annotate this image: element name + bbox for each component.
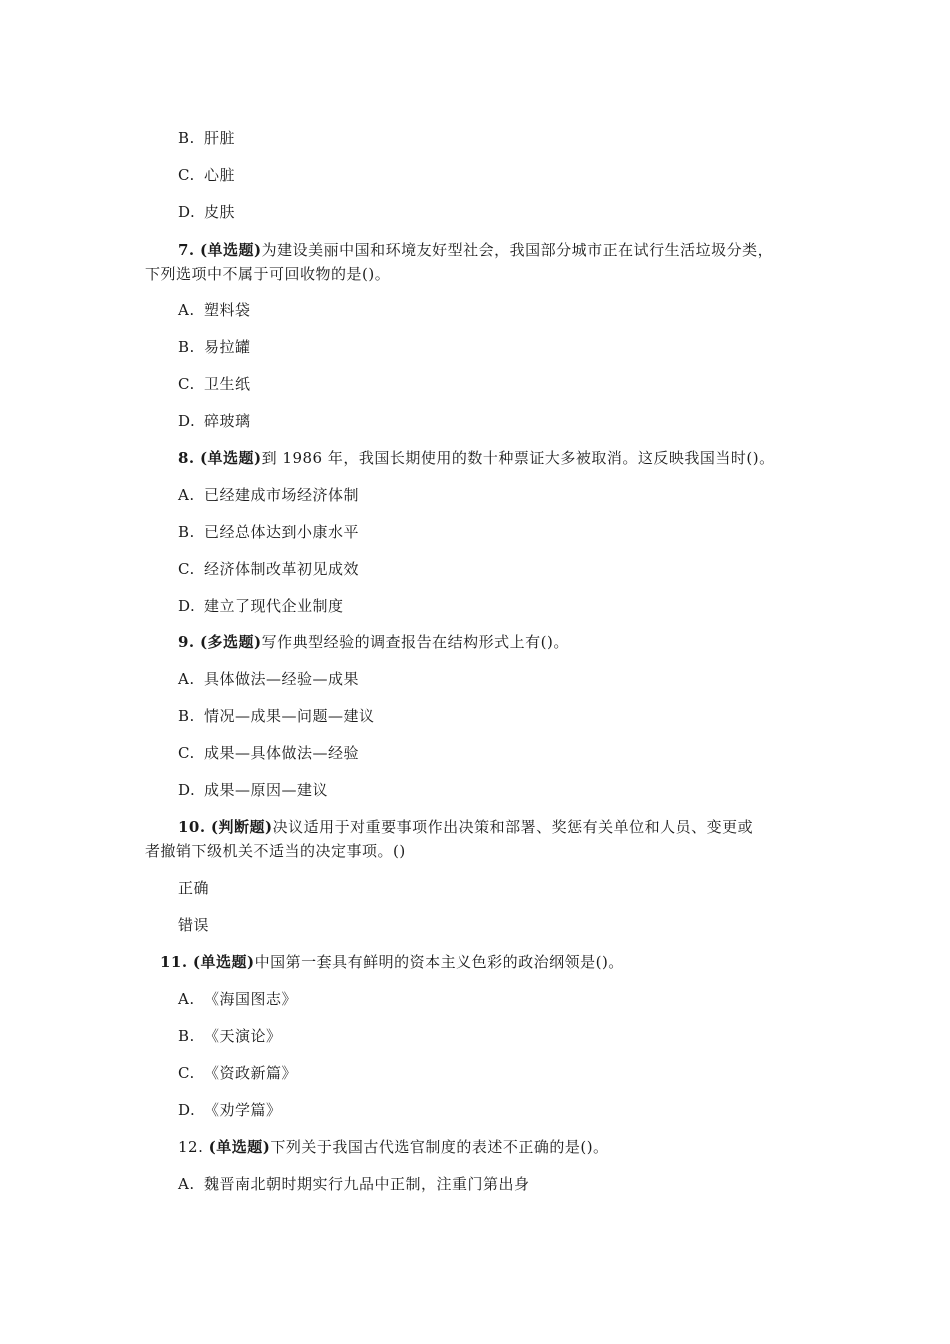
question-text: 决议适用于对重要事项作出决策和部署、奖惩有关单位和人员、变更或 (272, 818, 754, 836)
question-number: 7. (178, 241, 195, 259)
option-text: 《天演论》 (204, 1027, 282, 1045)
option-text: 具体做法—经验—成果 (204, 670, 360, 688)
option-letter: A. (178, 301, 195, 319)
option-text: 卫生纸 (204, 375, 251, 393)
q8-option-c (178, 559, 359, 579)
option-text: 魏晋南北朝时期实行九品中正制，注重门第出身 (204, 1175, 530, 1193)
option-text: 碎玻璃 (204, 412, 251, 430)
q12-stem (178, 1137, 609, 1157)
option-letter: B. (178, 523, 195, 541)
question-type: (判断题) (210, 818, 273, 836)
q12-option-a (178, 1174, 530, 1194)
option-letter: D. (178, 412, 196, 430)
option-letter: D. (178, 597, 196, 615)
option-text: 心脏 (204, 166, 236, 184)
q7-stem-continued: 下列选项中不属于可回收物的是()。 (145, 265, 391, 283)
question-type: (单选题) (208, 1138, 271, 1156)
option-letter: D. (178, 203, 196, 221)
option-letter: B. (178, 1027, 195, 1045)
q11-option-b (178, 1026, 282, 1046)
option-letter: C. (178, 744, 195, 762)
q10-stem (178, 817, 753, 837)
option-letter: A. (178, 486, 195, 504)
option-text: 《海国图志》 (204, 990, 298, 1008)
q7-option-a (178, 300, 251, 320)
question-text: 中国第一套具有鲜明的资本主义色彩的政治纲领是()。 (254, 953, 624, 971)
question-number: 8. (178, 449, 195, 467)
q7-option-c (178, 374, 251, 394)
option-text: 皮肤 (204, 203, 236, 221)
question-type: (单选题) (199, 241, 262, 259)
option-text: 经济体制改革初见成效 (204, 560, 360, 578)
option-text: 情况—成果—问题—建议 (204, 707, 375, 725)
option-letter: A. (178, 1175, 195, 1193)
option-letter: A. (178, 670, 195, 688)
q8-stem (178, 448, 775, 468)
option-text: 《资政新篇》 (204, 1064, 298, 1082)
q9-option-d (178, 780, 328, 800)
q7-stem (178, 240, 773, 260)
question-text: 到 1986 年，我国长期使用的数十种票证大多被取消。这反映我国当时()。 (261, 449, 775, 467)
option-letter: B. (178, 707, 195, 725)
option-text: 易拉罐 (204, 338, 251, 356)
q7-option-d (178, 411, 251, 431)
option-text: 成果—具体做法—经验 (204, 744, 360, 762)
option-letter: B. (178, 129, 195, 147)
option-text: 已经总体达到小康水平 (204, 523, 360, 541)
q11-option-d (178, 1100, 282, 1120)
q11-option-a (178, 989, 297, 1009)
q8-option-d (178, 596, 344, 616)
question-number: 12. (178, 1138, 204, 1156)
option-letter: C. (178, 560, 195, 578)
option-text: 肝脏 (204, 129, 236, 147)
q6-option-d (178, 202, 235, 222)
q11-stem (160, 952, 624, 972)
option-letter: D. (178, 1101, 196, 1119)
question-number: 11. (160, 953, 188, 971)
option-text: 已经建成市场经济体制 (204, 486, 360, 504)
option-letter: C. (178, 375, 195, 393)
option-text: 建立了现代企业制度 (204, 597, 344, 615)
question-text: 写作典型经验的调查报告在结构形式上有()。 (261, 633, 569, 651)
q9-option-c (178, 743, 359, 763)
q6-option-c (178, 165, 235, 185)
question-type: (多选题) (199, 633, 262, 651)
option-letter: B. (178, 338, 195, 356)
option-letter: C. (178, 166, 195, 184)
q6-option-b (178, 128, 235, 148)
question-number: 9. (178, 633, 195, 651)
option-letter: D. (178, 781, 196, 799)
option-text: 《劝学篇》 (204, 1101, 282, 1119)
q8-option-a (178, 485, 359, 505)
question-number: 10. (178, 818, 206, 836)
q9-option-b (178, 706, 375, 726)
q10-stem-continued: 者撤销下级机关不适当的决定事项。() (145, 842, 406, 860)
q9-stem (178, 632, 569, 652)
question-type: (单选题) (199, 449, 262, 467)
q7-option-b (178, 337, 251, 357)
option-letter: A. (178, 990, 195, 1008)
question-text: 下列关于我国古代选官制度的表述不正确的是()。 (270, 1138, 609, 1156)
q9-option-a (178, 669, 359, 689)
q11-option-c (178, 1063, 297, 1083)
question-text: 为建设美丽中国和环境友好型社会，我国部分城市正在试行生活垃圾分类， (261, 241, 774, 259)
option-text: 塑料袋 (204, 301, 251, 319)
option-text: 成果—原因—建议 (204, 781, 329, 799)
question-type: (单选题) (192, 953, 255, 971)
option-letter: C. (178, 1064, 195, 1082)
q10-option-true: 正确 (178, 879, 210, 897)
q10-option-false: 错误 (178, 916, 210, 934)
q8-option-b (178, 522, 359, 542)
